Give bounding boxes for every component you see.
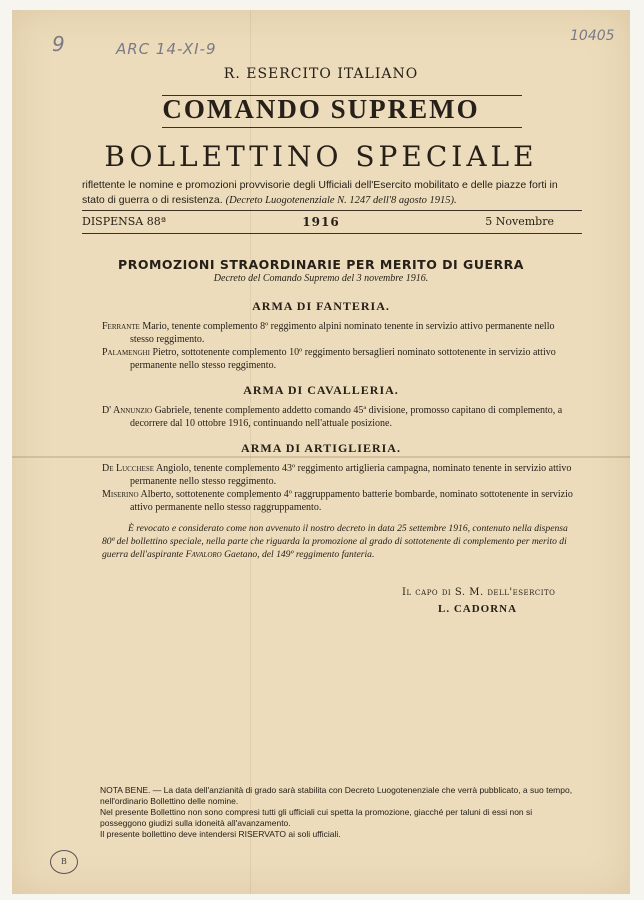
subtitle-text: riflettente le nomine e promozioni provvisorie degli Ufficiali dell'Esercito mobilitato e delle piazze forti in stato di guerra o di resistenza. [82,179,558,206]
note-completeness: Nel presente Bollettino non sono compresi tutti gli ufficiali cui spetta la promozione, giacché per taluni di essi non si posseggono giudizi sulla idoneità all'avanzamento. [100,807,533,828]
issue-year: 1916 [302,215,340,229]
issue-dispensa: DISPENSA 88ª [82,215,166,228]
entry-text: Mario, tenente complemento 8º reggimento alpini nominato tenente in servizio attivo permanente nello [142,321,555,332]
issue-rule-top [82,210,582,211]
entry-text-cont: decorrere dal 10 ottobre 1916, continuando nell'attuale posizione. [130,418,392,429]
issue-date: 5 Novembre [485,215,554,228]
entry-ferrante [102,320,582,346]
entry-text: Angiolo, tenente complemento 43º reggimento artiglieria campagna, nominato tenente in servizio attivo [155,463,572,474]
entry-text: Gabriele, tenente complemento addetto comando 45ª divisione, promosso capitano di complemento, a [154,405,563,416]
entry-text-cont: stesso reggimento. [130,334,205,345]
signature-title: Il capo di S. M. dell'esercito [402,587,556,598]
bulletin-title: BOLLETTINO SPECIALE [104,140,538,173]
entry-text: Pietro, sottotenente complemento 10º reggimento bersaglieri nominato sottotenente in servizio attivo [152,347,556,358]
handwritten-inventory-number: 10405 [570,28,615,44]
entry-miserino [102,488,582,514]
entry-surname: Miserino [102,489,139,500]
entry-text-cont: attivo permanente nello stesso raggruppamento. [130,502,322,513]
signature-name: L. CADORNA [438,603,518,615]
entry-surname: Palamenghi [102,347,150,358]
entry-surname: De Lucchese [102,463,154,474]
entry-text: Alberto, sottotenente complemento 4º raggruppamento batterie bombarde, nominato sottotenente in servizio [140,489,573,500]
paper-fold [12,456,630,458]
entry-de-lucchese [102,462,582,488]
organization: R. ESERCITO ITALIANO [223,66,419,82]
revocation-text: È revocato e considerato come non avvenuto il nostro decreto in data 25 settembre 1916, contenuto nella dispensa 80ª del bollettino speciale, nella parte che riguarda la promozione al grado di sottotenente di complemento per merito di guerra dell'aspirante [102,523,568,560]
entry-palamenghi [102,346,582,372]
handwritten-archive-code: ARC 14-XI-9 [116,40,217,58]
entry-dannunzio [102,404,582,430]
entry-surname: Ferrante [102,321,140,332]
revocation-paragraph [102,522,582,561]
handwritten-number: 9 [52,32,65,56]
notes-block [100,785,580,840]
note-reserved: Il presente bollettino deve intendersi RISERVATO ai soli ufficiali. [100,829,341,839]
issue-rule-bottom [82,233,582,234]
promotions-title: PROMOZIONI STRAORDINARIE PER MERITO DI GUERRA [118,257,524,272]
archive-stamp: B [50,850,78,874]
command-title: COMANDO SUPREMO [162,94,480,124]
promotions-decree: Decreto del Comando Supremo del 3 novembre 1916. [213,273,429,284]
section-title-cavalleria: ARMA DI CAVALLERIA. [243,383,399,397]
subtitle-decree: (Decreto Luogotenenziale N. 1247 dell'8 agosto 1915). [225,195,457,206]
document-page [12,10,630,894]
entry-text-cont: permanente nello stesso reggimento. [130,476,277,487]
section-title-artiglieria: ARMA DI ARTIGLIERIA. [241,441,401,455]
entry-surname: D' Annunzio [102,405,153,416]
bulletin-subtitle [82,178,582,208]
note-nota-bene: NOTA BENE. — La data dell'anzianità di grado sarà stabilita con Decreto Luogotenenziale che verrà pubblicato, a suo tempo, nell'ordinario Bollettino delle nomine. [100,785,573,806]
revocation-text-end: Gaetano, del 149º reggimento fanteria. [224,549,375,560]
section-title-fanteria: ARMA DI FANTERIA. [252,299,390,313]
title-rule-bottom [162,127,522,128]
entry-text-cont: permanente nello stesso reggimento. [130,360,277,371]
revocation-surname: Favaloro [185,549,222,560]
